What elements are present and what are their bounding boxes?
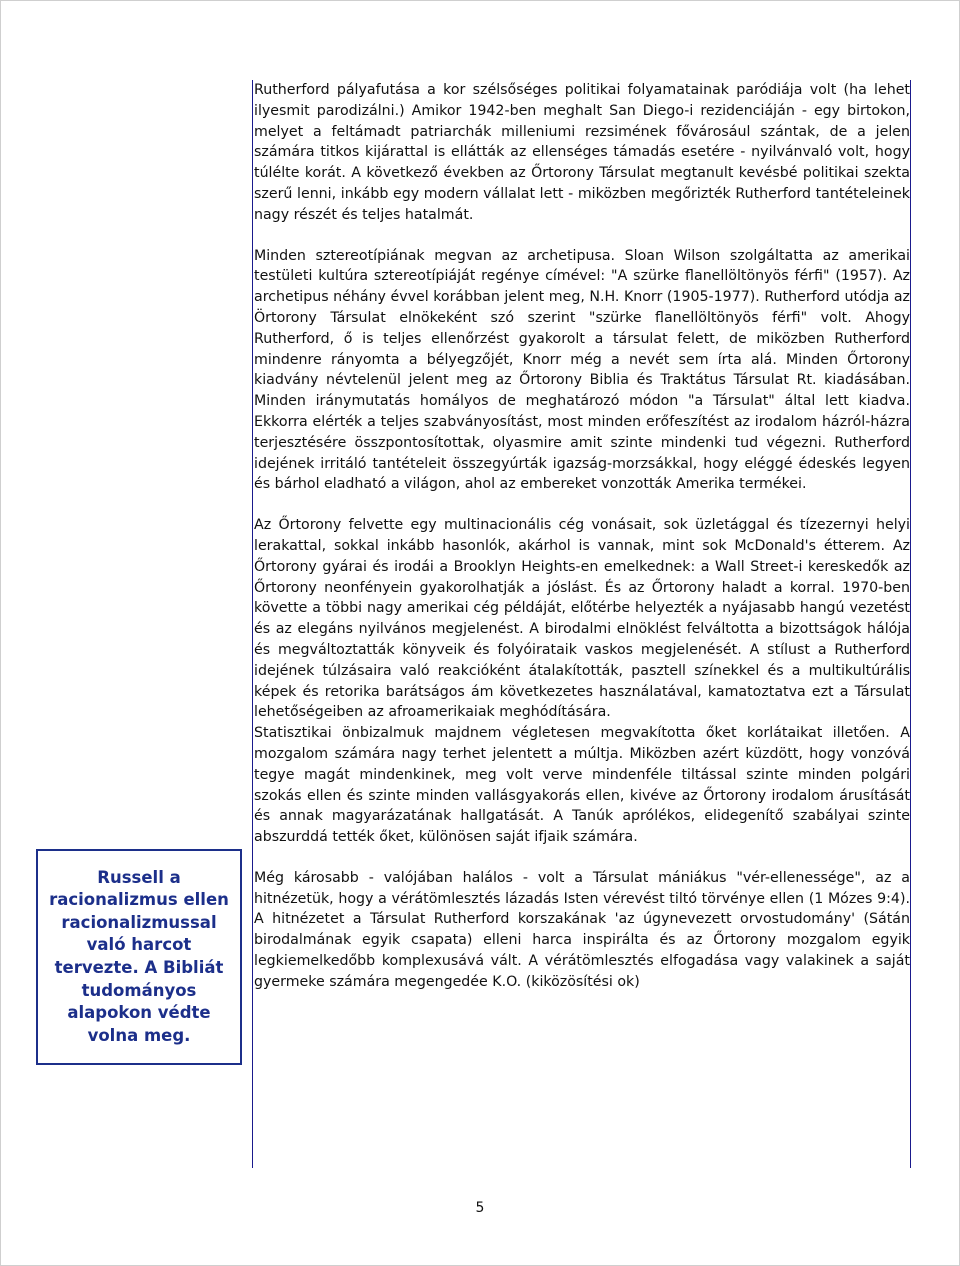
paragraph-1: Rutherford pályafutása a kor szélsőséges politikai folyamatainak paródiája volt (ha lehet ilyesmit parodizálni.) Amikor 1942-ben meghalt San Diego-i rezidenciáján - egy birtokon, melyet a feltámadt patriarchák milleniumi rezsimének fővárosául szántak, de a jelen számára titkos kijárattal is ellátták az ellenséges támadás esetére - nyilvánvaló volt, hogy túlélte korát. A következő években az Őrtorony Társulat megtanult kevésbé politikai szekta szerű lenni, inkább egy modern vállalat lett - miközben megőrizték Rutherford tantételeinek nagy részét és teljes hatalmát. — [254, 82, 910, 223]
paragraph-gap — [253, 226, 910, 246]
paragraph-gap — [253, 848, 910, 868]
text-column — [252, 80, 911, 1168]
pull-quote-box — [36, 849, 242, 1065]
page-number: 5 — [475, 1200, 485, 1216]
pull-quote-text: Russell a racionalizmus ellen racionalizmussal való harcot tervezte. A Bibliát tudományos alapokon védte volna meg. — [49, 867, 229, 1045]
paragraph-gap — [253, 495, 910, 515]
paragraph-3: Az Őrtorony felvette egy multinacionális cég vonásait, sok üzletággal és tízezernyi helyi lerakattal, sokkal inkább hasonlók, akárhol is vannak, mint sok McDonald's étterem. Az Őrtorony gyárai és irodái a Brooklyn Heights-en emelkednek: a Wall Street-i kereskedők az Őrtorony neonfényein gyakorolhatják a jóslást. És az Őrtorony haladt a korral. 1970-ben követte a többi nagy amerikai cég példáját, előtérbe helyezték a nyájasabb hangú vezetést és az elegáns nyilvános megjelenést. A birodalmi elnöklést felváltotta a bizottságok hálója és megváltoztatták könyveik és folyóirataik vaskos megjelenését. A stílust a Rutherford idejének túlzásaira való reakcióként átalakították, pasztell színekkel és a multikultúrális képek és retorika barátságos ám következetes használatával, kamatoztatva ezt a Társulat lehetőségeiben az afroamerikaiak meghódítására. — [254, 517, 910, 721]
paragraph-2: Minden sztereotípiának megvan az archetipusa. Sloan Wilson szolgáltatta az amerikai testületi kultúra sztereotípiáját regénye címével: "A szürke flanellöltönyös férfi" (1957). Az archetipus néhány évvel korábban jelent meg, N.H. Knorr (1905-1977). Rutherford utódja az Örtorony Társulat elnökeként szó szerint "szürke flanellöltönyös férfi" volt. Ahogy Rutherford, ő is teljes ellenőrzést gyakorolt a társulat felett, de miközben Rutherford mindenre rányomta a bélyegzőjét, Knorr még a nevét sem írta alá. Minden Őrtorony kiadvány névtelenül jelent meg az Őrtorony Biblia és Traktátus Társulat Rt. kiadásában. Minden iránymutatás homályos de meghatározó módon "a Társulat" által lett kiadva. Ekkorra elérték a teljes szabványosítást, most minden erőfeszítést az irodalom házról-házra terjesztésére összpontosítottak, olyasmire amit szinte mindenki tud végezni. Rutherford idejének irritáló tantételeit összegyúrták igazság-morzsákkal, hogy eléggé édeskés legyen és bárhol eladható a világon, ahol az embereket vonzották Amerika termékei. — [254, 247, 910, 493]
paragraph-4: Statisztikai önbizalmuk majdnem végletesen megvakította őket korlátaikat illetően. A mozgalom számára nagy terhet jelentett a múltja. Miközben azért küzdött, hogy vonzóvá tegye magát mindenkinek, meg volt verve mindenféle tiltással szinte minden polgári szokás ellen és szinte minden vallásgyakorás ellen, kivéve az Őrtorony irodalom árusítását és annak magyarázatának hallgatását. A Tanúk aprólékos, elidegenítő szabályai szinte abszurddá tették őket, különösen saját ifjaik számára. — [254, 725, 910, 846]
paragraph-5: Még károsabb - valójában halálos - volt a Társulat mániákus "vér-ellenessége", az a hitnézetük, hogy a vérátömlesztés lázadás Isten vérevést tiltó törvénye ellen (1 Mózes 9:4). A hitnézetet a Társulat Rutherford korszakának 'az úgynevezett orvostudomány' (Sátán birodalmának egyik csapata) elleni harca inspirálta és az Őrtorony mozgalom egyik legkiemelkedőbb komplexusává vált. A vérátömlesztés elfogadása vagy valakinek a saját gyermeke számára megengedée K.O. (kiközösítési ok) — [254, 869, 910, 990]
